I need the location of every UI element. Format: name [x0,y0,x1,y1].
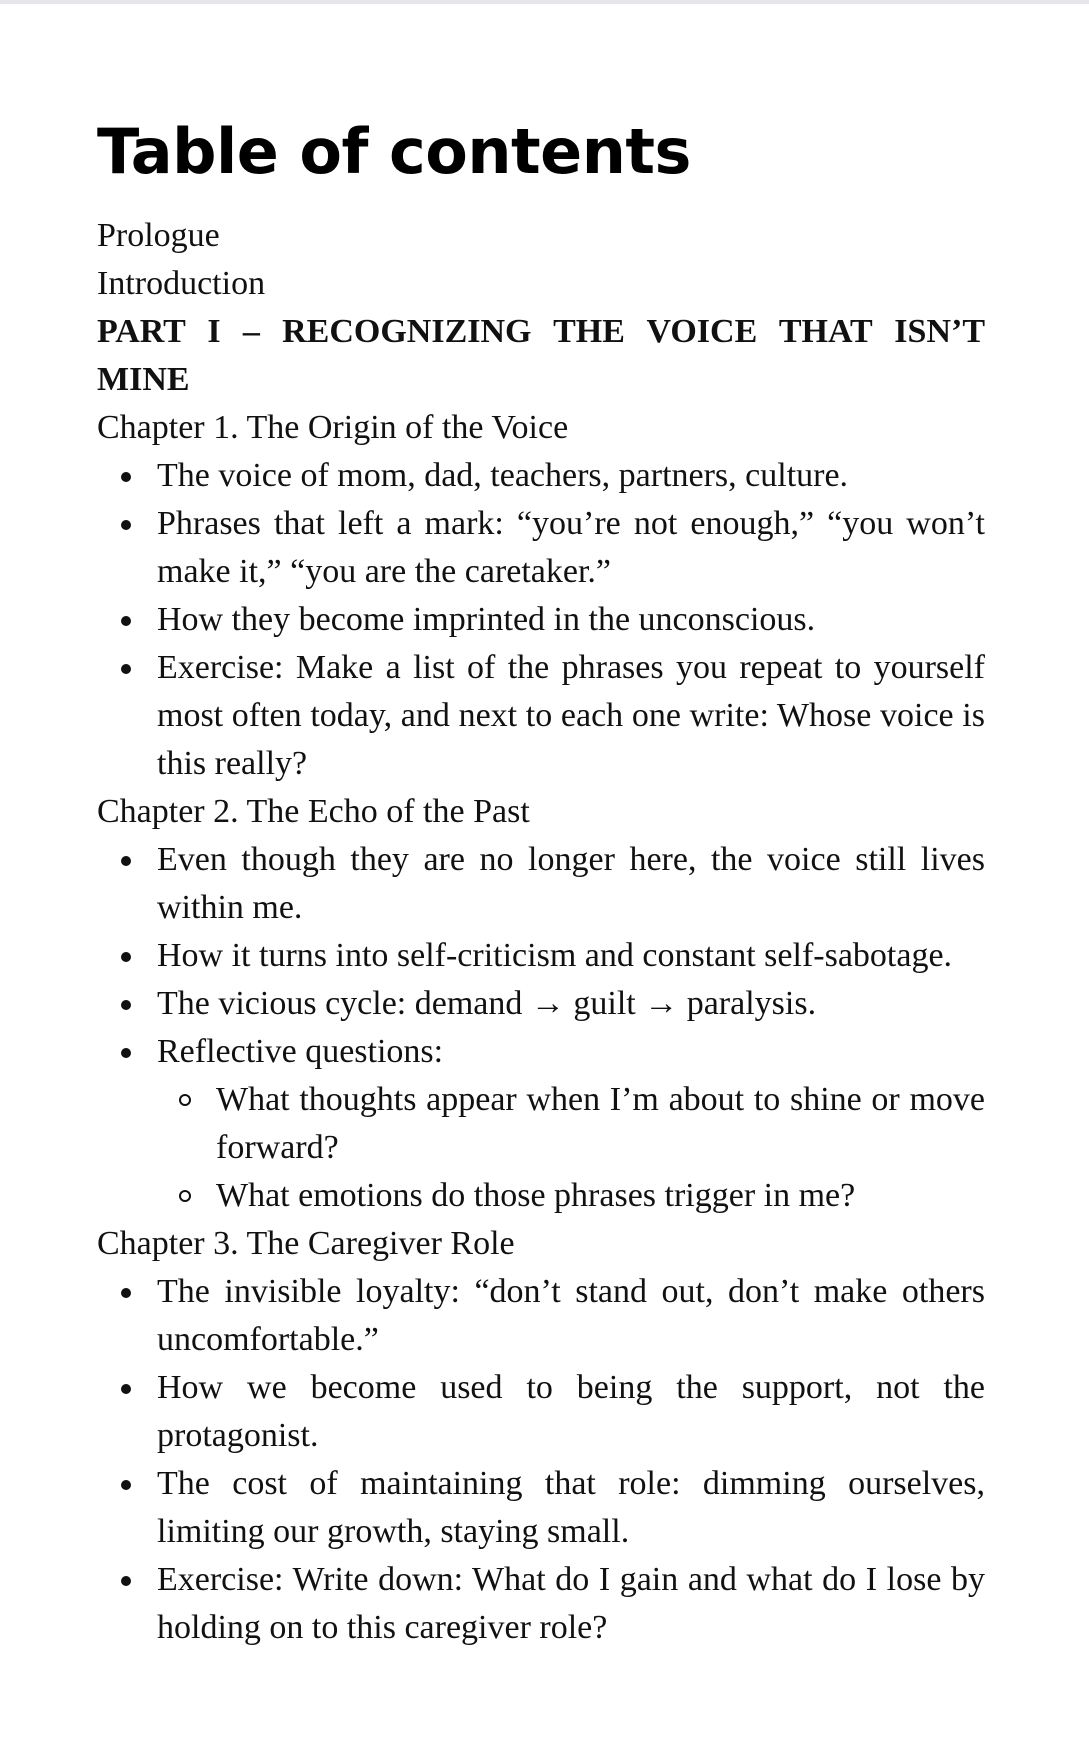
list-item: The vicious cycle: demand → guilt → paralysis. [157,980,985,1028]
toc-item-prologue[interactable]: Prologue [97,217,220,254]
table-of-contents [97,212,985,1652]
list-item: The invisible loyalty: “don’t stand out, don’t make others uncomfortable.” [157,1268,985,1364]
toc-chapter-2[interactable]: Chapter 2. The Echo of the Past [97,793,530,830]
toc-item-introduction[interactable]: Introduction [97,265,266,302]
chapter-3-topics [97,1268,985,1652]
toc-chapter-3[interactable]: Chapter 3. The Caregiver Role [97,1225,515,1262]
list-item: The voice of mom, dad, teachers, partners, culture. [157,452,985,500]
reflective-questions-label: Reflective questions: [157,1033,444,1070]
chapter-1-topics [97,452,985,788]
top-divider [0,0,1089,4]
sub-list-item: What emotions do those phrases trigger in me? [216,1172,985,1220]
page-title: Table of contents [97,115,691,188]
chapter-2-topics [97,836,985,1076]
list-item: How it turns into self-criticism and constant self-sabotage. [157,932,985,980]
list-item: Exercise: Make a list of the phrases you repeat to yourself most often today, and next to each one write: Whose voice is this really? [157,644,985,788]
list-item: Phrases that left a mark: “you’re not enough,” “you won’t make it,” “you are the caretaker.” [157,500,985,596]
list-item [157,1028,985,1076]
list-item: How they become imprinted in the unconscious. [157,596,985,644]
chapter-2-subtopics [97,1076,985,1220]
document-page [97,108,985,1652]
toc-part-heading[interactable]: PART I – RECOGNIZING THE VOICE THAT ISN’T MINE [97,313,985,398]
sub-list-item: What thoughts appear when I’m about to shine or move forward? [216,1076,985,1172]
list-item: The cost of maintaining that role: dimming ourselves, limiting our growth, staying small. [157,1460,985,1556]
toc-chapter-1[interactable]: Chapter 1. The Origin of the Voice [97,409,569,446]
list-item: How we become used to being the support, not the protagonist. [157,1364,985,1460]
list-item: Even though they are no longer here, the voice still lives within me. [157,836,985,932]
list-item: Exercise: Write down: What do I gain and what do I lose by holding on to this caregiver role? [157,1556,985,1652]
